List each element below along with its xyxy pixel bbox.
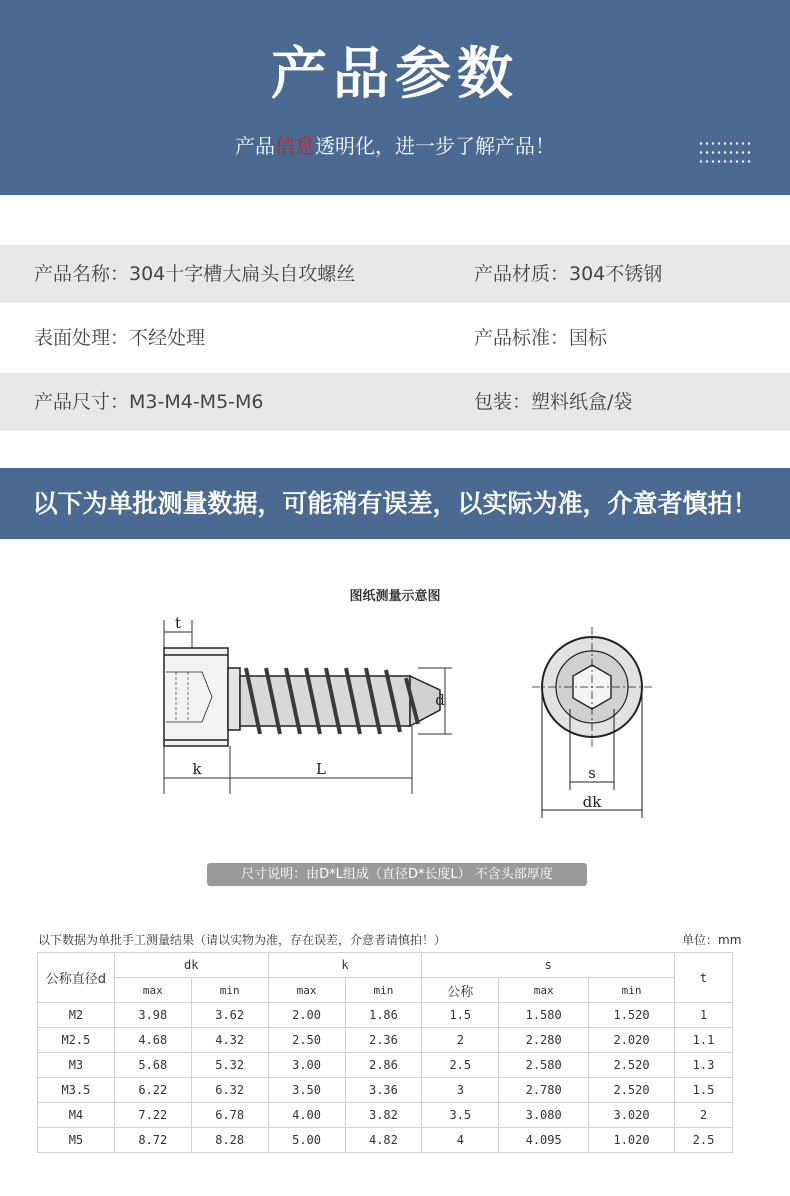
table-note: 以下数据为单批手工测量结果（请以实物为准，存在误差，介意者请慎拍！） [38,933,447,947]
table-subheader-row [38,978,733,1003]
cell-s-max: 1.580 [499,1003,589,1028]
spec-packaging: 包装：塑料纸盒/袋 [474,391,633,413]
spec-row [0,309,790,367]
cell-k-max: 3.50 [268,1078,345,1103]
subheader-k-max: max [268,978,345,1003]
cell-k-min: 3.82 [345,1103,422,1128]
spec-row [0,245,790,303]
cell-dk-min: 5.32 [191,1053,268,1078]
table-row [38,1053,733,1078]
spec-material: 产品材质：304不锈钢 [474,263,663,285]
cell-k-min: 3.36 [345,1078,422,1103]
cell-size: M3.5 [38,1078,115,1103]
cell-t: 1.5 [674,1078,732,1103]
subheader-s-min: min [589,978,675,1003]
notice-text: 以下为单批测量数据，可能稍有误差，以实际为准，介意者慎拍！ [32,489,758,518]
header-dk: dk [114,953,268,978]
cell-dk-max: 3.98 [114,1003,191,1028]
header-k: k [268,953,422,978]
cell-s-min: 1.020 [589,1128,675,1153]
table-unit: 单位：mm [682,933,742,947]
label-l: L [316,760,326,778]
cell-k-max: 4.00 [268,1103,345,1128]
table-row [38,1103,733,1128]
cell-s-nominal: 2.5 [422,1053,499,1078]
cell-k-max: 3.00 [268,1053,345,1078]
cell-dk-max: 8.72 [114,1128,191,1153]
table-header-row [38,953,733,978]
header-s: s [422,953,675,978]
cell-k-min: 4.82 [345,1128,422,1153]
subheader-s-max: max [499,978,589,1003]
cell-size: M2.5 [38,1028,115,1053]
spec-size: 产品尺寸：M3-M4-M5-M6 [34,391,264,413]
page-title: 产品参数 [271,42,519,107]
cell-k-max: 2.50 [268,1028,345,1053]
cell-k-max: 2.00 [268,1003,345,1028]
cell-s-nominal: 3 [422,1078,499,1103]
label-t: t [174,614,182,632]
label-s: s [588,764,596,782]
cell-t: 1 [674,1003,732,1028]
cell-k-max: 5.00 [268,1128,345,1153]
cell-t: 2.5 [674,1128,732,1153]
cell-t: 1.1 [674,1028,732,1053]
cell-k-min: 2.86 [345,1053,422,1078]
label-dk: dk [582,793,602,811]
header-nominal-diameter: 公称直径d [38,953,115,1003]
cell-dk-min: 6.32 [191,1078,268,1103]
spec-surface: 表面处理：不经处理 [34,327,206,349]
measurement-table [37,952,733,1153]
cell-s-max: 2.580 [499,1053,589,1078]
cell-dk-min: 8.28 [191,1128,268,1153]
cell-dk-max: 4.68 [114,1028,191,1053]
cell-k-min: 2.36 [345,1028,422,1053]
cell-s-nominal: 4 [422,1128,499,1153]
spec-standard: 产品标准：国标 [474,327,608,349]
table-row [38,1003,733,1028]
subheader-k-min: min [345,978,422,1003]
screw-end-view [532,627,652,818]
cell-size: M2 [38,1003,115,1028]
cell-s-nominal: 1.5 [422,1003,499,1028]
cell-k-min: 1.86 [345,1003,422,1028]
cell-s-min: 1.520 [589,1003,675,1028]
screw-drawing [140,610,660,825]
cell-s-max: 2.280 [499,1028,589,1053]
cell-size: M4 [38,1103,115,1128]
cell-s-max: 4.095 [499,1128,589,1153]
table-row [38,1078,733,1103]
cell-s-min: 2.520 [589,1078,675,1103]
screw-side-view [164,620,452,794]
cell-s-max: 3.080 [499,1103,589,1128]
cell-size: M5 [38,1128,115,1153]
cell-s-nominal: 3.5 [422,1103,499,1128]
banner-subtitle [0,130,790,159]
subtitle-end: 透明化，进一步了解产品！ [315,134,555,158]
spec-row [0,373,790,431]
label-d: d [435,691,445,709]
cell-size: M3 [38,1053,115,1078]
cell-dk-min: 6.78 [191,1103,268,1128]
spec-product-name: 产品名称：304十字槽大扁头自攻螺丝 [34,263,356,285]
subtitle-highlight: 信息 [275,134,315,158]
cell-t: 1.3 [674,1053,732,1078]
table-row [38,1028,733,1053]
dots-decoration-icon [698,139,752,165]
cell-dk-max: 6.22 [114,1078,191,1103]
cell-t: 2 [674,1103,732,1128]
subheader-s-nominal: 公称 [422,978,499,1003]
cell-s-min: 3.020 [589,1103,675,1128]
label-k: k [192,760,202,778]
cell-dk-min: 3.62 [191,1003,268,1028]
diagram-title: 图纸测量示意图 [349,589,441,604]
subheader-dk-max: max [114,978,191,1003]
header-banner [0,0,790,195]
header-t: t [674,953,732,1003]
cell-dk-max: 5.68 [114,1053,191,1078]
notice-bar [0,468,790,539]
cell-s-max: 2.780 [499,1078,589,1103]
subtitle-start: 产品 [235,134,275,158]
cell-dk-max: 7.22 [114,1103,191,1128]
table-row [38,1128,733,1153]
cell-s-min: 2.020 [589,1028,675,1053]
cell-s-min: 2.520 [589,1053,675,1078]
dimension-caption: 尺寸说明：由D*L组成（直径D*长度L） 不含头部厚度 [207,863,587,886]
subheader-dk-min: min [191,978,268,1003]
cell-s-nominal: 2 [422,1028,499,1053]
cell-dk-min: 4.32 [191,1028,268,1053]
